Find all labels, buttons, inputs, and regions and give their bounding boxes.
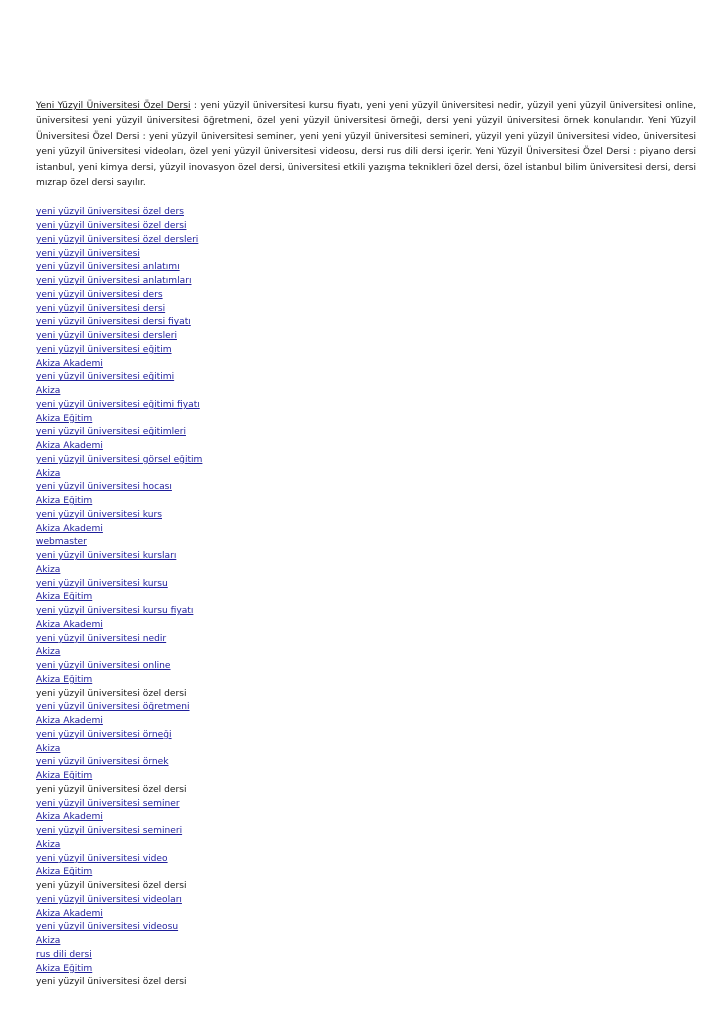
keyword-link[interactable]: yeni yüzyil üniversitesi video (36, 853, 168, 864)
keyword-link[interactable]: Akiza Akademi (36, 908, 103, 919)
keyword-link[interactable]: yeni yüzyil üniversitesi öğretmeni (36, 702, 190, 713)
list-item (36, 399, 696, 413)
keyword-link[interactable]: yeni yüzyil üniversitesi kursu fiyatı (36, 606, 194, 617)
keyword-link[interactable]: Akiza Akademi (36, 523, 103, 534)
list-item (36, 770, 696, 784)
keyword-link[interactable]: yeni yüzyil üniversitesi dersi fiyatı (36, 317, 191, 328)
document-page (36, 99, 696, 990)
keyword-link[interactable]: yeni yüzyil üniversitesi kurs (36, 509, 162, 520)
list-item (36, 591, 696, 605)
keyword-link[interactable]: Akiza (36, 936, 61, 947)
list-item (36, 248, 696, 262)
intro-text: : yeni yüzyil üniversitesi kursu fiyatı, yeni yeni yüzyil üniversitesi nedir, yüzyil yeni yüzyil üniversitesi online, üniversitesi yeni yüzyil üniversitesi öğretmeni, özel yeni yüzyil üniversitesi örneği, dersi yeni yüzyil üniversitesi örnek konularıdır. Yeni Yüzyil Üniversitesi Özel Dersi : yeni yüzyil üniversitesi seminer, yeni yeni yüzyil üniversitesi semineri, yüzyil yeni yüzyil üniversitesi video, üniversitesi yeni yüzyil üniversitesi videoları, özel yeni yüzyil üniversitesi videosu, dersi rus dili dersi içerir. Yeni Yüzyil Üniversitesi Özel Dersi : piyano dersi istanbul, yeni kimya dersi, yüzyil inovasyon özel dersi, üniversitesi etkili yazışma teknikleri özel dersi, özel istanbul bilim üniversitesi dersi, dersi mızrap özel dersi sayılır. (36, 101, 696, 189)
list-item (36, 976, 696, 990)
intro-title-link[interactable]: Yeni Yüzyil Üniversitesi Özel Dersi (36, 101, 191, 111)
keyword-link[interactable]: yeni yüzyil üniversitesi eğitimi fiyatı (36, 399, 200, 410)
keyword-link[interactable]: Akiza Eğitim (36, 674, 93, 685)
list-item (36, 798, 696, 812)
keyword-link[interactable]: yeni yüzyil üniversitesi dersleri (36, 331, 177, 342)
list-item (36, 426, 696, 440)
list-item (36, 701, 696, 715)
list-item (36, 454, 696, 468)
list-item (36, 866, 696, 880)
list-item (36, 316, 696, 330)
intro-paragraph (36, 99, 696, 191)
keyword-link[interactable]: yeni yüzyil üniversitesi özel ders (36, 207, 184, 218)
keyword-link[interactable]: Akiza Eğitim (36, 413, 93, 424)
keyword-text: yeni yüzyil üniversitesi özel dersi (36, 881, 187, 892)
list-item (36, 358, 696, 372)
list-item (36, 743, 696, 757)
keyword-link[interactable]: Akiza Eğitim (36, 867, 93, 878)
list-item (36, 949, 696, 963)
list-item (36, 894, 696, 908)
list-item (36, 523, 696, 537)
list-item (36, 440, 696, 454)
keyword-link[interactable]: yeni yüzyil üniversitesi semineri (36, 826, 183, 837)
list-item (36, 619, 696, 633)
list-item (36, 963, 696, 977)
list-item (36, 578, 696, 592)
keyword-link[interactable]: Akiza (36, 564, 61, 575)
list-item (36, 935, 696, 949)
list-item (36, 756, 696, 770)
keyword-link[interactable]: Akiza (36, 386, 61, 397)
keyword-link[interactable]: yeni yüzyil üniversitesi özel dersleri (36, 234, 199, 245)
list-item (36, 633, 696, 647)
list-item (36, 550, 696, 564)
keyword-link[interactable]: yeni yüzyil üniversitesi online (36, 661, 171, 672)
keyword-link[interactable]: rus dili dersi (36, 949, 92, 960)
keyword-link[interactable]: yeni yüzyil üniversitesi hocası (36, 482, 172, 493)
list-item (36, 674, 696, 688)
list-item (36, 289, 696, 303)
keyword-link[interactable]: Akiza (36, 743, 61, 754)
list-item (36, 688, 696, 702)
list-item (36, 385, 696, 399)
list-item (36, 536, 696, 550)
keyword-link[interactable]: yeni yüzyil üniversitesi kursu (36, 578, 168, 589)
keyword-text: yeni yüzyil üniversitesi özel dersi (36, 784, 187, 795)
list-item (36, 481, 696, 495)
list-item (36, 344, 696, 358)
keyword-link[interactable]: webmaster (36, 537, 87, 548)
list-item (36, 206, 696, 220)
keyword-link[interactable]: Akiza Akademi (36, 358, 103, 369)
keyword-link[interactable]: yeni yüzyil üniversitesi seminer (36, 798, 180, 809)
keyword-link[interactable]: yeni yüzyil üniversitesi dersi (36, 303, 166, 314)
list-item (36, 564, 696, 578)
keyword-link[interactable]: yeni yüzyil üniversitesi videosu (36, 922, 179, 933)
list-item (36, 921, 696, 935)
keyword-link[interactable]: Akiza Eğitim (36, 496, 93, 507)
keyword-link[interactable]: Akiza Eğitim (36, 771, 93, 782)
keyword-link[interactable]: yeni yüzyil üniversitesi (36, 248, 140, 259)
keyword-link[interactable]: yeni yüzyil üniversitesi eğitim (36, 344, 172, 355)
list-item (36, 220, 696, 234)
keyword-link[interactable]: yeni yüzyil üniversitesi örnek (36, 757, 169, 768)
list-item (36, 839, 696, 853)
keyword-link[interactable]: yeni yüzyil üniversitesi anlatımı (36, 262, 180, 273)
list-item (36, 605, 696, 619)
keyword-link[interactable]: Akiza Eğitim (36, 963, 93, 974)
list-item (36, 853, 696, 867)
keyword-link[interactable]: yeni yüzyil üniversitesi özel dersi (36, 221, 187, 232)
list-item (36, 729, 696, 743)
list-item (36, 330, 696, 344)
list-item (36, 660, 696, 674)
keyword-link[interactable]: yeni yüzyil üniversitesi eğitimi (36, 372, 175, 383)
keyword-link[interactable]: yeni yüzyil üniversitesi eğitimleri (36, 427, 186, 438)
keyword-text: yeni yüzyil üniversitesi özel dersi (36, 977, 187, 988)
list-item (36, 825, 696, 839)
keyword-link[interactable]: Akiza Akademi (36, 441, 103, 452)
keyword-link[interactable]: Akiza Akademi (36, 619, 103, 630)
keyword-link[interactable]: yeni yüzyil üniversitesi örneği (36, 729, 172, 740)
keyword-link[interactable]: Akiza Eğitim (36, 592, 93, 603)
keyword-link[interactable]: yeni yüzyil üniversitesi videoları (36, 894, 182, 905)
list-item (36, 234, 696, 248)
keyword-link[interactable]: Akiza Akademi (36, 812, 103, 823)
keyword-link[interactable]: Akiza (36, 468, 61, 479)
list-item (36, 303, 696, 317)
list-item (36, 495, 696, 509)
keyword-text: yeni yüzyil üniversitesi özel dersi (36, 688, 187, 699)
list-item (36, 908, 696, 922)
keyword-link-list (36, 206, 696, 990)
keyword-link[interactable]: Akiza Akademi (36, 716, 103, 727)
list-item (36, 275, 696, 289)
list-item (36, 261, 696, 275)
list-item (36, 646, 696, 660)
keyword-link[interactable]: yeni yüzyil üniversitesi nedir (36, 633, 167, 644)
list-item (36, 509, 696, 523)
list-item (36, 811, 696, 825)
keyword-link[interactable]: yeni yüzyil üniversitesi anlatımları (36, 276, 192, 287)
keyword-link[interactable]: yeni yüzyil üniversitesi ders (36, 289, 163, 300)
list-item (36, 371, 696, 385)
list-item (36, 784, 696, 798)
list-item (36, 413, 696, 427)
list-item (36, 468, 696, 482)
keyword-link[interactable]: Akiza (36, 839, 61, 850)
keyword-link[interactable]: yeni yüzyil üniversitesi kursları (36, 551, 177, 562)
list-item (36, 715, 696, 729)
keyword-link[interactable]: yeni yüzyil üniversitesi görsel eğitim (36, 454, 203, 465)
keyword-link[interactable]: Akiza (36, 647, 61, 658)
list-item (36, 880, 696, 894)
